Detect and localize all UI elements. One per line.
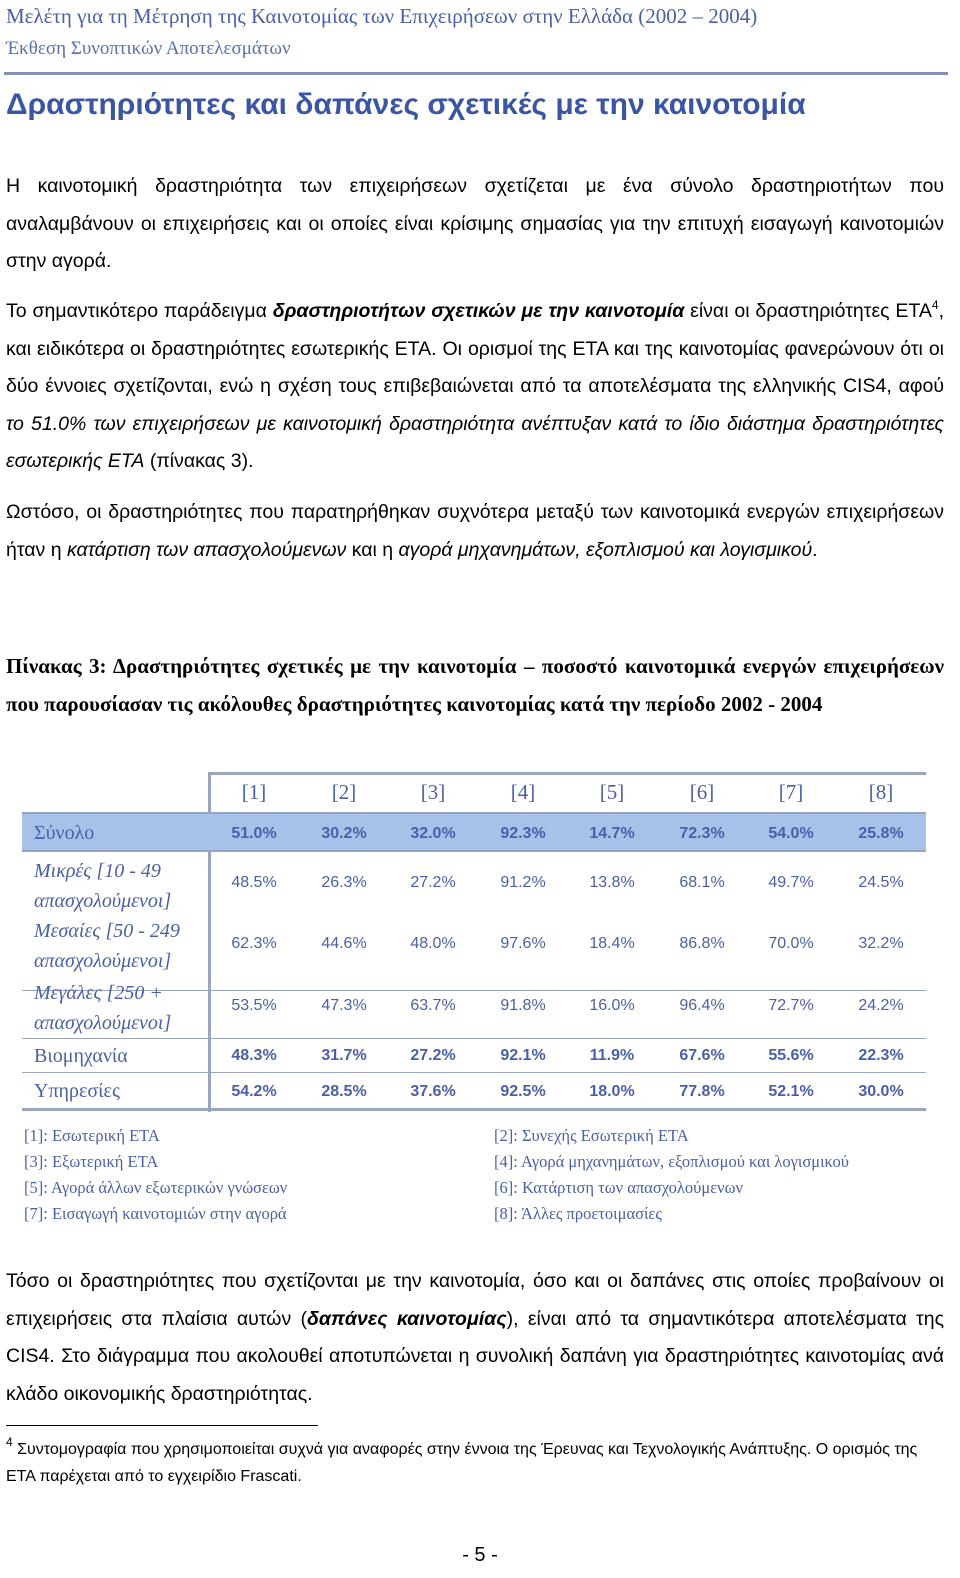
table-cell: 86.8% — [679, 935, 725, 952]
footnote-ref[interactable]: 4 — [931, 298, 939, 312]
table-cell: 92.3% — [500, 825, 546, 842]
column-header: [7] — [778, 780, 804, 804]
table-cell: 44.6% — [321, 935, 367, 952]
table-row-divider — [22, 812, 926, 814]
footnote-divider — [6, 1425, 318, 1426]
page-number: - 5 - — [462, 1544, 498, 1566]
column-header: [4] — [510, 780, 536, 804]
column-header: [5] — [599, 780, 625, 804]
table-cell: 96.4% — [679, 997, 725, 1014]
table-cell: 25.8% — [858, 825, 904, 842]
table-cell: 53.5% — [231, 997, 277, 1014]
table-note: [2]: Συνεχής Εσωτερική ΕΤΑ — [494, 1126, 689, 1145]
column-header: [8] — [868, 780, 894, 804]
table-caption: Πίνακας 3: Δραστηριότητες σχετικές με την καινοτομία – ποσοστό καινοτομικά ενεργών επιχειρήσεων που παρουσίασαν τις ακόλουθες δραστηριότητες καινοτομίας κατά την περίοδο 2002 - 2004 — [6, 654, 944, 716]
table-cell: 51.0% — [231, 825, 277, 842]
column-header: [2] — [331, 780, 357, 804]
table-cell: 11.9% — [589, 1047, 635, 1064]
row-label-total: Σύνολο — [34, 822, 95, 844]
table-bottom-border — [22, 1108, 926, 1111]
emphasis-innovation-activities: δραστηριοτήτων σχετικών με την καινοτομία — [272, 300, 685, 322]
table-row-divider — [22, 850, 926, 852]
table-cell: 18.4% — [589, 935, 635, 952]
table-cell: 72.7% — [768, 997, 814, 1014]
table-cell: 68.1% — [679, 874, 725, 891]
document-header-title: Μελέτη για τη Μέτρηση της Καινοτομίας των Επιχειρήσεων στην Ελλάδα (2002 – 2004) — [6, 4, 758, 28]
table-note: [3]: Εξωτερική ΕΤΑ — [24, 1152, 159, 1171]
table-cell: 91.2% — [500, 874, 546, 891]
paragraph-intro: Η καινοτομική δραστηριότητα των επιχειρήσεων σχετίζεται με ένα σύνολο δραστηριοτήτων που αναλαμβάνουν οι επιχειρήσεις και οι οποίες είναι κρίσιμης σημασίας για την επιτυχή εισαγωγή καινοτομιών στην αγορά. — [6, 175, 944, 272]
column-header: [6] — [689, 780, 715, 804]
footnote-number: 4 — [6, 1435, 13, 1449]
row-label-industry: Βιομηχανία — [34, 1045, 128, 1067]
table-cell: 30.0% — [858, 1083, 904, 1100]
table-cell: 22.3% — [858, 1047, 904, 1064]
table-row-divider — [22, 1038, 926, 1039]
paragraph-frequent-activities: Ωστόσο, οι δραστηριότητες που παρατηρήθηκαν συχνότερα μεταξύ των καινοτομικά ενεργών επιχειρήσεων ήταν η κατάρτιση των απασχολούμενων και η αγορά μηχανημάτων, εξοπλισμού και λογισμικού. — [6, 501, 944, 561]
table-cell: 48.5% — [231, 874, 277, 891]
table-cell: 28.5% — [321, 1083, 367, 1100]
table-cell: 24.5% — [858, 874, 904, 891]
paragraph-expenditure: Τόσο οι δραστηριότητες που σχετίζονται με την καινοτομία, όσο και οι δαπάνες στις οποίες προβαίνουν οι επιχειρήσεις στα πλαίσια αυτών (δαπάνες καινοτομίας), είναι από τα σημαντικότερα αποτελέσματα της CIS4. Στο διάγραμμα που ακολουθεί αποτυπώνεται η συνολική δαπάνη για δραστηριότητες καινοτομίας ανά κλάδο οικονομικής δραστηριότητας. — [6, 1270, 944, 1405]
table-cell: 24.2% — [858, 997, 904, 1014]
table-cell: 26.3% — [321, 874, 367, 891]
table-cell: 37.6% — [410, 1083, 456, 1100]
table-note: [5]: Αγορά άλλων εξωτερικών γνώσεων — [24, 1178, 288, 1197]
table-cell: 63.7% — [410, 997, 456, 1014]
table-row-divider — [22, 1072, 926, 1073]
table-cell: 27.2% — [410, 874, 456, 891]
document-header-subtitle: Έκθεση Συνοπτικών Αποτελεσμάτων — [6, 38, 291, 59]
table-cell: 49.7% — [768, 874, 814, 891]
table-cell: 32.0% — [410, 825, 456, 842]
table-top-border — [210, 772, 926, 775]
table-cell: 13.8% — [589, 874, 635, 891]
table-cell: 52.1% — [768, 1083, 814, 1100]
row-label-small: Μικρές [10 - 49 απασχολούμενοι] — [34, 860, 172, 912]
table-cell: 62.3% — [231, 935, 277, 952]
table-cell: 30.2% — [321, 825, 367, 842]
table-cell: 54.2% — [231, 1083, 277, 1100]
table-cell: 32.2% — [858, 935, 904, 952]
emphasis-innovation-expenditure: δαπάνες καινοτομίας — [307, 1307, 507, 1330]
emphasis-rnd-share: το 51.0% των επιχειρήσεων με καινοτομική δραστηριότητα ανέπτυξαν κατά το ίδιο διάστημα δραστηριότητες εσωτερικής ΕΤΑ — [6, 412, 944, 472]
table-cell: 91.8% — [500, 997, 546, 1014]
table-note: [8]: Άλλες προετοιμασίες — [494, 1204, 662, 1223]
table-cell: 16.0% — [589, 997, 635, 1014]
table-cell: 48.0% — [410, 935, 456, 952]
header-divider — [4, 72, 948, 75]
table-cell: 67.6% — [679, 1047, 725, 1064]
table-note: [6]: Κατάρτιση των απασχολούμενων — [494, 1178, 743, 1197]
table-cell: 70.0% — [768, 935, 814, 952]
table-cell: 14.7% — [589, 825, 635, 842]
paragraph-rnd: Το σημαντικότερο παράδειγμα δραστηριοτήτων σχετικών με την καινοτομία είναι οι δραστηριότητες ΕΤΑ$^4$, και ειδικότερα οι δραστηριότητες εσωτερικής ΕΤΑ. Οι ορισμοί της ΕΤΑ και της καινοτομίας φανερώνουν ότι οι δύο έννοιες σχετίζονται, ενώ η σχέση τους επιβεβαιώνεται από τα αποτελέσματα της ελληνικής CIS4, αφού το 51.0% των επιχειρήσεων με καινοτομική δραστηριότητα ανέπτυξαν κατά το ίδιο διάστημα δραστηριότητες εσωτερικής ΕΤΑ (πίνακας 3). — [6, 298, 944, 472]
table-cell: 18.0% — [589, 1083, 635, 1100]
table-cell: 47.3% — [321, 997, 367, 1014]
table-note: [1]: Εσωτερική ΕΤΑ — [24, 1126, 160, 1145]
table-note: [7]: Εισαγωγή καινοτομιών στην αγορά — [24, 1204, 287, 1223]
table-cell: 48.3% — [231, 1047, 277, 1064]
footnote: $^4$ Συντομογραφία που χρησιμοποιείται συχνά για αναφορές στην έννοια της Έρευνας και Τεχνολογικής Ανάπτυξης. Ο ορισμός της ΕΤΑ παρέχεται από το εγχειρίδιο Frascati. — [6, 1435, 918, 1485]
column-header: [1] — [241, 780, 267, 804]
column-header: [3] — [420, 780, 446, 804]
table-note: [4]: Αγορά μηχανημάτων, εξοπλισμού και λογισμικού — [494, 1152, 849, 1171]
table-cell: 27.2% — [410, 1047, 456, 1064]
table-cell: 55.6% — [768, 1047, 814, 1064]
table-cell: 92.1% — [500, 1047, 546, 1064]
row-label-large: Μεγάλες [250 + απασχολούμενοι] — [34, 982, 172, 1034]
section-title: Δραστηριότητες και δαπάνες σχετικές με την καινοτομία — [6, 88, 806, 121]
row-label-medium: Μεσαίες [50 - 249 απασχολούμενοι] — [34, 920, 180, 972]
table-cell: 54.0% — [768, 825, 814, 842]
table-cell: 72.3% — [679, 825, 725, 842]
row-label-services: Υπηρεσίες — [34, 1080, 120, 1102]
activities-table — [22, 772, 926, 1112]
table-cell: 97.6% — [500, 935, 546, 952]
table-cell: 92.5% — [500, 1083, 546, 1100]
table-cell: 31.7% — [321, 1047, 367, 1064]
table-cell: 77.8% — [679, 1083, 725, 1100]
